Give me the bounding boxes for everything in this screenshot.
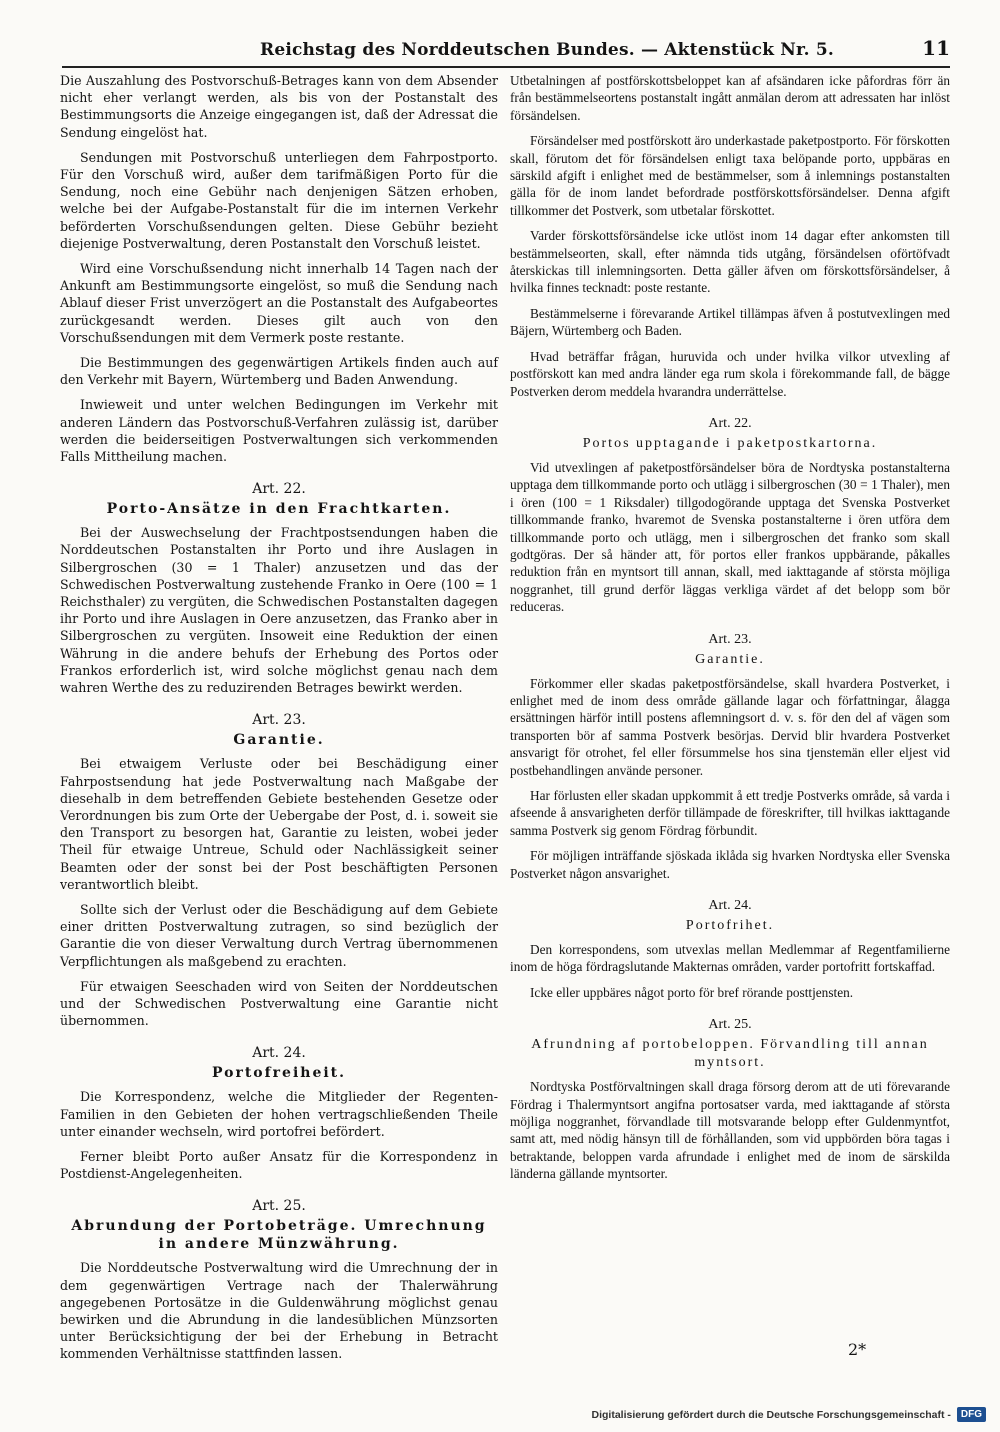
paragraph: Icke eller uppbäres något porto för bref rörande posttjensten. [530, 984, 854, 1000]
article-title: Garantie. [695, 651, 765, 667]
paragraph: Förkommer eller skadas paketpostförsändelse, skall hvardera Postverket, i enlighet med de inom dess område gällande lagar och författningar, ålagga ersättningen härför intill postens aflemningsort d. v. s. för den del af vägen som transporten bör af samma Postverk besörjas. Dervid blir hvardera Postverket ansvarigt för otrohet, fel eller försummelse hos sina tjenstemän eller eljest vid postbehandlingen använde personer. [510, 675, 950, 778]
article-number: Art. 22. [252, 481, 306, 498]
article-title: Portos upptagande i paketpostkartorna. [582, 435, 878, 451]
article-number: Art. 25. [708, 1017, 752, 1033]
article-title: Portofrihet. [685, 918, 775, 934]
article-number: Art. 24. [708, 898, 752, 914]
article-title: Afrundning af portobeloppen. Förvandling till annan myntsort. [531, 1037, 929, 1071]
paragraph: Utbetalningen af postförskottsbeloppet kan af afsändaren icke påfordras förr än från bestämmelseortens postanstalt ingått anmälan derom att adressaten har inlöst försändelsen. [510, 73, 950, 123]
paragraph: Die Bestimmungen des gegenwärtigen Artikels finden auch auf den Verkehr mit Bayern, Würtemberg und Baden Anwendung. [60, 355, 498, 388]
header-rule [62, 66, 950, 68]
article-number: Art. 25. [252, 1198, 306, 1215]
paragraph: Für etwaigen Seeschaden wird von Seiten der Norddeutschen und der Schwedischen Postverwaltung eine Garantie nicht übernommen. [60, 978, 498, 1029]
paragraph: Inwieweit und unter welchen Bedingungen im Verkehr mit anderen Ländern das Postvorschuß-Verfahren zulässig ist, darüber werden die beiderseitigen Postverwaltungen sich verkommenden Falls Mittheilung machen. [60, 397, 498, 465]
article-title: Portofreiheit. [211, 1065, 347, 1082]
article-title: Abrundung der Portobeträge. Umrechnung in andere Münzwährung. [71, 1218, 487, 1253]
paragraph: Den korrespondens, som utvexlas mellan Medlemmar af Regentfamilierne inom de höga fördragslutande Makternas områden, varder portofritt fortskaffad. [510, 942, 950, 975]
digitization-footer [592, 1407, 987, 1422]
article-title: Porto-Ansätze in den Frachtkarten. [106, 501, 452, 518]
paragraph: Ferner bleibt Porto außer Ansatz für die Korrespondenz in Postdienst-Angelegenheiten. [60, 1148, 498, 1182]
article-title: Garantie. [233, 732, 325, 749]
paragraph: Die Korrespondenz, welche die Mitglieder der Regenten-Familien in den Gebieten der hohen vertragschließenden Theile unter einander wechseln, wird portofrei befördert. [60, 1089, 498, 1139]
paragraph: Sendungen mit Postvorschuß unterliegen dem Fahrpostporto. Für den Vorschuß wird, außer dem tarifmäßigen Porto für die Sendung, noch eine Gebühr nach denjenigen Sätzen erhoben, welche bei der Aufgabe-Postanstalt für die im internen Verkehr beförderten Vorschußsendungen gelten. Diese Gebühr bezieht diejenige Postverwaltung, deren Postanstalt den Vorschuß leistet. [60, 149, 498, 251]
paragraph: Nordtyska Postförvaltningen skall draga försorg derom att de uti förevarande Fördrag i Thalermyntsort angifna portosatser varda, med iakttagande af största möjliga noggranhet, förvandlade till motsvarande belopp efter Guldenmyntfot, samt att, med nödig hänsyn till de förhållanden, som vid uppbörden böra tagas i betraktande, beloppen varda afrundade i enlighet med de inom de särskilda länderna gällande myntsorter. [510, 1079, 950, 1182]
paragraph: Bei etwaigem Verluste oder bei Beschädigung einer Fahrpostsendung hat jede Postverwaltung nach Maßgabe der diesehalb in dem betreffenden Gebiete bestehenden Gesetze oder Verordnungen bis zum Orte der Uebergabe der Post, d. i. soweit sie den Transport zu besorgen hat, Garantie zu leisten, wobei jeder Theil für etwaige Untreue, Schuld oder Nachlässigkeit seiner Beamten oder der sonst bei der Post beschäftigten Personen verantwortlich bleibt. [60, 756, 498, 892]
paragraph: Försändelser med postförskott äro underkastade paketpostporto. För förskotten skall, förutom det för försändelsen enligt taxa belöpande porto, uppbäras en särskild afgift i enlighet med de bestämmelser, som å inlemnings postanstalten gälla för de inom landet befordrade postförskottsförsändelser. Denna afgift tillkommer det Postverk, som utbetalar förskottet. [510, 133, 950, 218]
page-header [60, 34, 950, 64]
paragraph: Wird eine Vorschußsendung nicht innerhalb 14 Tagen nach der Ankunft am Bestimmungsorte eingelöst, so muß die Sendung nach Ablauf dieser Frist unverzögert an die Postanstalt des Aufgabeortes zurückgesandt werden. Dieses gilt auch von den Vorschußsendungen mit dem Vermerk poste restante. [60, 261, 498, 345]
paragraph: Die Norddeutsche Postverwaltung wird die Umrechnung der in dem gegenwärtigen Vertrage nach der Thalerwährung angegebenen Portosätze in die Guldenwährung möglichst genau bewirken und die Abrundung in die landesüblichen Münzsorten unter Berücksichtigung der bei der Erhebung in Betracht kommenden Verhältnisse stattfinden lassen. [60, 1260, 498, 1362]
running-title: Reichstag des Norddeutschen Bundes. — Aktenstück Nr. 5. [260, 40, 835, 60]
german-column [60, 72, 498, 1362]
article-number: Art. 22. [708, 415, 752, 431]
dfg-logo: DFG [957, 1407, 986, 1422]
article-number: Art. 23. [252, 712, 306, 729]
swedish-column [510, 72, 950, 1372]
signature-mark: 2* [848, 1340, 867, 1359]
article-number: Art. 24. [252, 1045, 306, 1062]
paragraph: Die Auszahlung des Postvorschuß-Betrages kann von dem Absender nicht eher verlangt werden, als bis von der Postanstalt des Bestimmungsorts die Anzeige eingegangen ist, daß der Adressat die Sendung eingelöst hat. [60, 73, 498, 140]
paragraph: Bei der Auswechselung der Frachtpostsendungen haben die Norddeutschen Postanstalten ihr Porto und ihre Auslagen in Silbergroschen (30 = 1 Thaler) anzusetzen und das der Schwedischen Postverwaltung zustehende Franko in Oere (100 = 1 Reichsthaler) zu vergüten, die Schwedischen Postanstalten dagegen ihr Porto und ihre Auslagen in Oere anzusetzen, das Franko aber in Silbergroschen zu vergüten. Insoweit eine Reduktion der einen Währung in die andere behufs der Erhebung des Portos oder Frankos erforderlich ist, wird solche möglichst genau nach dem wahren Werthe des zu reduzirenden Betrages bewirkt werden. [60, 525, 498, 696]
paragraph: Vid utvexlingen af paketpostförsändelser böra de Nordtyska postanstalterna upptaga dem tillkommande porto och utlägg i silbergroschen (30 = 1 Thaler), men i ören (100 = 1 Riksdaler) tillgodogörande upptaga det Svenska Postverket tillkommande franko, hvaremot de Svenska postanstalterne i ören utföra dem tillkommande porto och utlägg, men i silbergroschen det franko som skall godtgöras. Der så händer att, för portos eller frankos uppbärande, påkalles reduktion från en myntsort till annan, skall, med iakttagande af största möjliga noggranhet, till grund derför läggas verkliga värdet af det belopp som bör reduceras. [510, 459, 950, 615]
paragraph: Hvad beträffar frågan, huruvida och under hvilka vilkor utvexling af postförskott kan med andra länder ega rum skola i förekommande fall, de bägge Postverken derom meddela hvarandra underrättelse. [510, 348, 950, 399]
paragraph: Sollte sich der Verlust oder die Beschädigung auf dem Gebiete einer dritten Postverwaltung zutragen, so sind bezüglich der Garantie die von dieser Verwaltung durch Vertrag übernommenen Verpflichtungen als maßgebend zu erachten. [60, 901, 498, 969]
paragraph: Bestämmelserne i förevarande Artikel tillämpas äfven å postutvexlingen med Bäjern, Würtemberg och Baden. [510, 305, 950, 339]
page-number: 11 [922, 36, 950, 60]
article-number: Art. 23. [708, 631, 752, 647]
footer-text: Digitalisierung gefördert durch die Deutsche Forschungsgemeinschaft - [591, 1408, 951, 1421]
paragraph: Har förlusten eller skadan uppkommit å ett tredje Postverks område, så varda i afseende å ansvarigheten derför tillämpade de föreskrifter, till hvilkas iakttagande samma Postverk sig genom Fördrag förbundit. [510, 788, 950, 838]
paragraph: Varder förskottsförsändelse icke utlöst inom 14 dagar efter ankomsten till bestämmelseorten, skall, efter nämnda tids utgång, försändelsen oförtöfvadt återskickas till inlemningsorten. Detta gäller äfven om förskottsförsändelser, å hvilka finnes tecknadt: poste restante. [510, 228, 950, 296]
paragraph: För möjligen inträffande sjöskada iklåda sig hvarken Nordtyska eller Svenska Postverket någon ansvarighet. [510, 848, 950, 881]
